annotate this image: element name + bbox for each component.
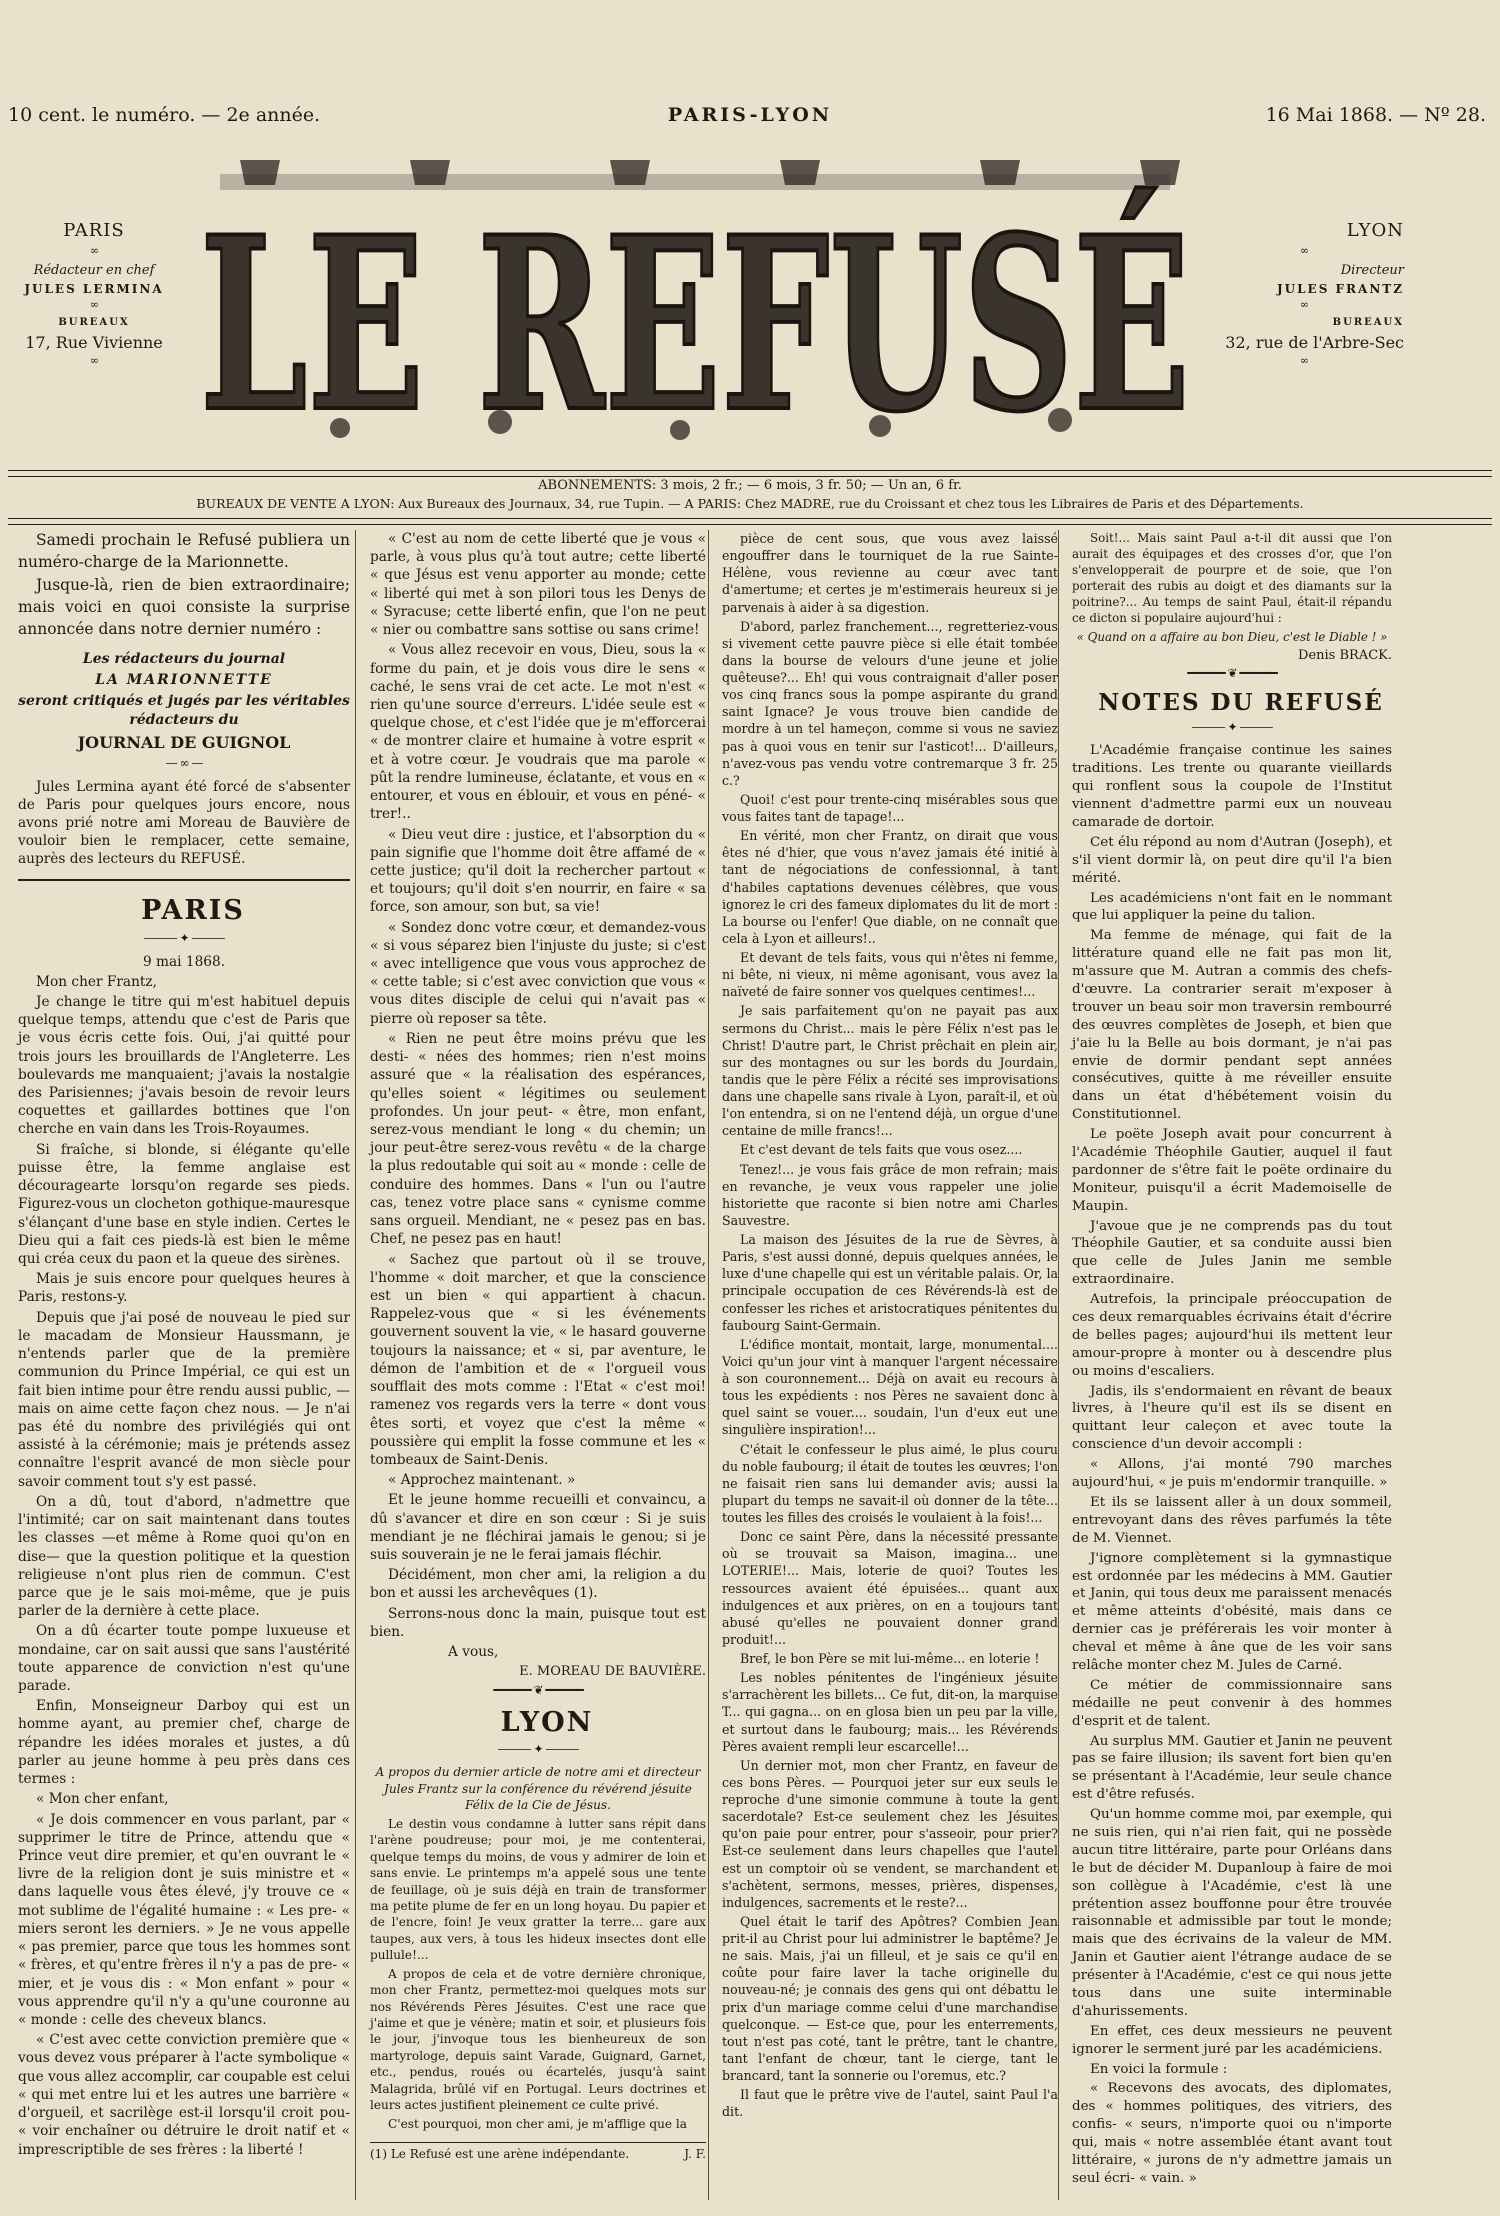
ornament: ∞ [89,244,99,258]
paragraph: Bref, le bon Père se mit lui-même... en loterie ! [740,1651,1040,1666]
ornament: ∞ [1299,244,1309,258]
paragraph: « Je dois commencer en vous parlant, par « supprimer le titre de Prince, attendu que « Prince veut dire premier, et qu'en ouvrant le « livre de la religion dont je suis ministre et « dans laquelle vous êtes élevé, j'y trouve ce « mot sublime de l'égalité humaine : « Les pre- « miers seront les derniers. » Je ne vous appelle « pas premier, parce que tous les hommes sont « frères, et qu'entre frères il n'y a pas de pre- « mier, et je vous dis : « Mon enfant » pour « vous apprendre qu'il n'y a qu'une couronne au « monde : celle des cheveux blancs. [18,1811,350,2028]
paragraph: Un dernier mot, mon cher Frantz, en faveur de ces bons Pères. — Pourquoi jeter sur eux seuls le reproche d'une simonie commune à toute la gent sacerdotale? Est-ce seulement chez les Jésuites qu'on paie pour entrer, pour s'asseoir, pour prier? Est-ce seulement dans leurs chapelles que l'autel est un comptoir où se vendent, se marchandent et s'achètent, sermons, messes, prières, dispenses, indulgences, sacrements et le reste?... [722,1757,1058,1910]
paragraph: Et ils se laissent aller à un doux sommeil, entrevoyant dans des rêves parfumés la tête de M. Viennet. [1072,1494,1392,1546]
signature: Denis BRACK. [1298,647,1392,663]
paragraph: Autrefois, la principale préoccupation de ces deux remarquables écrivains était d'écrire de belles pages; aujourd'hui ils mettent leur amour-propre à monter ou à descendre plus ou moins d'escaliers. [1072,1292,1392,1379]
masthead-logo [180,150,1210,470]
paragraph: Quel était le tarif des Apôtres? Combien Jean prit-il au Christ pour lui administrer le baptême? Je ne sais. Mais, j'ai un filleul, et je sais ce qu'il en coûte pour faire laver la tache originelle du nouveau-né; je connais des gens qui ont débattu le prix d'un mariage comme celui d'une marchandise quelconque. — Est-ce que, pour les enterrements, tout n'est pas coté, tant le prêtre, tant le chantre, tant l'enfant de chœur, tant le cierge, tant le brancard, tant la sonnerie ou l'oremus, etc.? [722,1913,1058,2083]
paragraph: La maison des Jésuites de la rue de Sèvres, à Paris, s'est aussi donné, depuis quelques années, le luxe d'une chapelle qui est un véritable palais. Or, la principale occupation de ces Révérends-là est de confesser les riches et aristocratiques pénitentes du faubourg Saint-Germain. [722,1232,1058,1333]
left-address: 17, Rue Vivienne [25,332,163,352]
paragraph: En voici la formule : [1090,2061,1228,2077]
gothic-line: LA MARIONNETTE [95,672,273,689]
paragraph: « Dieu veut dire : justice, et l'absorption du « pain signifie que l'homme doit être affamé de « cette justice; qu'il doit la rechercher partout « et toujours; qu'il doit s'en nourrir, en faire « sa force, son amour, son but, sa vie! [370,826,706,916]
edition-title: PARIS-LYON [667,104,833,126]
sales-offices-line: BUREAUX DE VENTE A LYON: Aux Bureaux des Journaux, 34, rue Tupin. — A PARIS: Chez MADRE, rue du Croissant et chez tous les Libraires de Paris et des Départements. [196,496,1304,511]
column-1 [18,530,350,2161]
gothic-line: Les rédacteurs du journal [82,651,286,668]
paragraph: D'abord, parlez franchement..., regretteriez-vous si vivement cette pauvre pièce si elle était tombée dans la bourse de velours d'une jeune et jolie quêteuse?... Eh! qui vous contraignait d'aller poser vos cinq francs sous la pompe aspirante du grand saint Ignace? Je vous trouve bien candide de mordre à un tel hameçon, comme si vous ne saviez pas à quoi vous en tenir sur l'asticot!... D'ailleurs, n'avez-vous pas vendu votre contremarque 3 fr. 25 c.? [722,618,1058,788]
paragraph: Et c'est devant de tels faits que vous osez.... [740,1142,1023,1158]
paragraph: « C'est avec cette conviction première que « vous devez vous préparer à l'acte symbolique « que vous allez accomplir, car coupable est celui « qui met entre lui et les autres une barrière « d'orgueil, et sacrilège est-il lorsqu'il croit pou- « voir enchaîner ou détruire le droit natif et « imprescriptible de ses frères : la liberté ! [18,2032,350,2158]
paragraph: Tenez!... je vous fais grâce de mon refrain; mais en revanche, je veux vous rappeler une jolie historiette que raconte si bien notre ami Charles Sauvestre. [722,1161,1058,1228]
paragraph: Si fraîche, si blonde, si élégante qu'elle puisse être, la femme anglaise est découragearte lorsqu'on regarde ses pieds. Figurez-vous un clocheton gothique-mauresque s'élançant d'une base en style indien. Certes le Dieu qui a fait ces pieds-là est bien le même qui créa ceux du paon et la queue des sirènes. [18,1141,350,1267]
footnote-text: (1) Le Refusé est une arène indépendante. [370,2147,630,2162]
ornament: — ∞ — [165,755,203,770]
paragraph: C'était le confesseur le plus aimé, le plus couru du noble faubourg; il était de toutes les œuvres; l'on ne faisait rien sans lui demander avis; aussi la plupart du temps ne savait-il où donner de la tête... toutes les filles des croisés le voulaient à la fois!... [722,1441,1058,1525]
rule-bottom [8,518,1492,525]
paragraph: Qu'un homme comme moi, par exemple, qui ne suis rien, qui n'ai rien fait, qui ne possède aucun titre littéraire, parte pour Orléans dans le but de décider M. Dupanloup à faire de moi son collègue à l'Académie, c'est là une prétention assez bouffonne pour être trouvée raisonnable et admissible par tout le monde; mais que des écrivains de la valeur de MM. Janin et Gautier aient l'étrange audace de se présenter à l'Académie, c'est ce qui nous jette tous dans une suite interminable d'ahurissements. [1072,1807,1392,2019]
quote: « Quand on a affaire au bon Dieu, c'est le Diable ! » [1076,629,1388,644]
ornament: ∞ [89,298,99,312]
ornament: ━━━━━━ ❦ ━━━━━━ [493,1682,583,1697]
paragraph: Quoi! c'est pour trente-cinq misérables sous que vous faites tant de tapage!... [722,791,1058,824]
paragraph: « Vous allez recevoir en vous, Dieu, sous la « forme du pain, et je dois vous dire le sens « caché, le sens vrai de cet acte. Le mot n'est « rien qu'une source d'erreurs. L'idée seule est « quelque chose, et c'est l'idée que je m'efforcerai « de montrer claire et humaine à votre esprit « et à votre cœur. Je voudrais que ma parole « pût la rendre lumineuse, éclatante, et vous en « entourer, et vous en éblouir, et vous en péné- « trer!.. [370,642,706,823]
issue-date: 16 Mai 1868. — Nº 28. [1265,104,1486,126]
article-columns [8,530,1393,2210]
paragraph: Et devant de tels faits, vous qui n'êtes ni femme, ni bête, ni vieux, ni même agonisant, vous avez la naïveté de faire sonner vos quelques centimes!... [722,950,1058,1000]
column-4 [1072,530,1392,2190]
paragraph: Le destin vous condamne à lutter sans répit dans l'arène poudreuse; pour moi, je me contenterai, quelque temps du moins, de vous y admirer de loin et sans envie. Le printemps m'a appelé sous une tente de feuillage, où je suis déjà en train de transformer ma petite plume de fer en un long hoyau. Du papier et de l'encre, foin! Je veux gratter la terre... gare aux taupes, aux vers, à tous les hideux insectes dont elle pullule!... [370,1816,706,1963]
column-2 [370,530,706,2163]
footnote [370,2142,706,2163]
column-3 [722,530,1058,2122]
paragraph: C'est pourquoi, mon cher ami, je m'afflige que la [388,2116,688,2131]
paragraph: Décidément, mon cher ami, la religion a du bon et aussi les archevêques (1). [370,1567,706,1602]
paragraph: Ce métier de commissionnaire sans médaille ne peut convenir à des hommes d'esprit et de talent. [1072,1677,1392,1729]
section-title-paris: PARIS [141,894,245,926]
signature: E. MOREAU DE BAUVIÈRE. [519,1664,706,1680]
notice-paragraph: Jules Lermina ayant été forcé de s'absenter de Paris pour quelques jours encore, nous avons prié notre ami Moreau de Bauvière de vouloir bien le remplacer, cette semaine, auprès des lecteurs du REFUSÉ. [18,778,350,868]
paragraph: « Recevons des avocats, des diplomates, des « hommes politiques, des vitriers, des confis- « seurs, n'importe quoi ou n'importe qui, mais « notre assemblée étant avant tout littéraire, « jurons de n'y admettre jamais un seul écri- « vain. » [1072,2081,1392,2186]
paragraph: En effet, ces deux messieurs ne peuvent ignorer le serment juré par les académiciens. [1072,2023,1392,2057]
price-issue: 10 cent. le numéro. — 2e année. [8,104,321,126]
ornament: ∞ [1299,298,1309,312]
ornament: ━━━━━━ ❦ ━━━━━━ [1187,665,1277,680]
paragraph: Le poëte Joseph avait pour concurrent à l'Académie Théophile Gautier, auquel il faut pardonner de s'être fait le poëte ordinaire du Moniteur, puisqu'il a écrit Mademoiselle de Maupin. [1072,1127,1392,1214]
section-rule [18,879,350,881]
header-line [8,104,1492,128]
right-address: 32, rue de l'Arbre-Sec [1225,332,1404,352]
paragraph: Donc ce saint Père, dans la nécessité pressante où se trouvait sa Maison, imagina... une LOTERIE!... Mais, loterie de quoi? Toutes les ressources avaient été épuisées... quant aux indulgences et aux prières, on en a toujours tant abusé qu'elles ne pouvaient donner grand produit!... [722,1529,1058,1647]
ornament: ——— ✦ ——— [497,1742,579,1757]
paragraph: Jadis, ils s'endormaient en rêvant de beaux livres, à l'heure qu'il est ils se disent en quittant leur caleçon et avec toute la conscience d'un devoir accompli : [1072,1383,1392,1453]
masthead-left-info [14,218,174,372]
paragraph: « Approchez maintenant. » [388,1472,576,1489]
paragraph: L'Académie française continue les saines traditions. Les trente ou quarante vieillards qui ronflent sous la coupole de l'Institut viennent d'admettre parmi eux un nouveau camarade de dortoir. [1072,743,1392,830]
paragraph: « Sachez que partout où il se trouve, l'homme « doit marcher, et que la conscience est un bien « qui appartient à chacun. Rappelez-vous que « si les événements gouvernent souvent la vie, « le hasard gouverne toujours la naissance; et « si, par aventure, le démon de l'ambition et de « l'orgueil vous soufflait des mots comme : l'Etat « c'est moi! ramenez vos regards vers la terre « dont vous êtes sorti, et voyez que c'est la même « poussière qui emplit la fosse commune et les « tombeaux de Saint-Denis. [370,1251,706,1468]
paragraph: pièce de cent sous, que vous avez laissé engouffrer dans le tourniquet de la rue Sainte-Hélène, vous revienne au cœur avec tant d'amertume; et certes je m'estimerais heureux si je parvenais à aider à sa digestion. [722,531,1058,615]
footnote-signature: J. F. [684,2147,706,2162]
article-intro: A propos du dernier article de notre ami et directeur Jules Frantz sur la conférence du révérend jésuite Félix de la Cie de Jésus. [375,1765,701,1813]
closing: A vous, [448,1644,499,1661]
paragraph: L'édifice montait, montait, large, monumental.... Voici qu'un jour vint à manquer l'argent nécessaire à son couronnement... Déjà on avait eu recours à tous les expédients : nos Pères ne savaient donc à quel saint se vouer.... soudain, l'un d'eux eut une singulière inspiration!... [722,1336,1058,1438]
paragraph: Au surplus MM. Gautier et Janin ne peuvent pas se faire illusion; ils savent fort bien qu'en se présentant à l'Académie, leur seule chance est d'être refusés. [1072,1733,1392,1803]
paragraph: « Sondez donc votre cœur, et demandez-vous « si vous séparez bien l'injuste du juste; si c'est « avec intelligence que vous vous approchez de « cette table; si c'est avec conviction que vous « vous dites disciple de celui qui n'avait pas « pierre où reposer sa tête. [370,919,706,1027]
ornament: ——— ✦ ——— [143,930,225,945]
ornament: ∞ [89,353,99,367]
dateline: 9 mai 1868. [142,953,226,970]
paragraph: « Allons, j'ai monté 790 marches aujourd'hui, « je puis m'endormir tranquille. » [1072,1457,1392,1491]
masthead-title-art [180,150,1210,470]
paragraph: A propos de cela et de votre dernière chronique, mon cher Frantz, permettez-moi quelques mots sur nos Révérends Pères Jésuites. C'est une race que j'aime et que je vénère; matin et soir, et plusieurs fois le jour, j'invoque tous les bienheureux de son martyrologe, depuis saint Varade, Guignard, Garnet, etc., pendus, roués ou écartelés, jusqu'à saint Malagrida, brûlé vif en Portugal. Leurs doctrines et leurs actes justifient pleinement ce culte privé. [370,1966,706,2113]
left-bureaux-label: BUREAUX [58,317,130,329]
paragraph: Ma femme de ménage, qui fait de la littérature quand elle ne fait pas mon lit, m'assure que M. Autran a commis des chefs-d'œuvre. La contrarier serait m'exposer à trouver un beau soir mon traversin rembourré des œuvres complètes de Joseph, et bien que j'aie lu la Belle au bois dormant, je n'ai pas envie de dormir pendant sept années consécutives, quitte à me réveiller ensuite dans un état d'hébétement voisin du Constitutionnel. [1072,928,1392,1123]
rule-top [8,470,1492,477]
paragraph: Serrons-nous donc la main, puisque tout est bien. [370,1605,706,1640]
paragraph: En vérité, mon cher Frantz, on dirait que vous êtes né d'hier, que vous n'avez jamais été initié à tant de négociations de confessionnal, à tant d'habiles captations devenues célèbres, que vous ignorez le cri des fameux diplomates du lit de mort : La bourse ou l'enfer! Que diable, on ne connaît que cela à Lyon et ailleurs!.. [722,828,1058,946]
paragraph: Depuis que j'ai posé de nouveau le pied sur le macadam de Monsieur Haussmann, je n'entends parler que de la première communion du Prince Impérial, ce qui est un fait bien intime pour être rendu aussi public, — mais on aime cette façon chez nous. — Je n'ai pas été du nombre des privilégiés qui ont assisté à la cérémonie; mais je prétends assez connaître l'esprit avancé de mon siècle pour savoir comment tout s'y est passé. [18,1309,350,1490]
left-role: Rédacteur en chef [33,262,155,278]
masthead-title: LE REFUSÉ [200,186,1190,465]
paragraph: « Rien ne peut être moins prévu que les desti- « nées des hommes; rien n'est moins assuré que « la réalisation des espérances, qu'elles soient « légitimes ou seulement profondes. Un jour peut- « être, mon enfant, serez-vous mendiant le long « du chemin; un jour peut-être serez-vous revêtu « de la charge la plus redoutable qui soit au « monde : celle de conduire des hommes. Dans « l'un ou l'autre cas, tenez votre place sans « cynisme comme sans orgueil. Mendiant, ne « pesez pas en bas. Chef, ne pesez pas en haut! [370,1030,706,1248]
paragraph: Les académiciens n'ont fait en le nommant que lui appliquer la peine du talion. [1072,890,1392,924]
paragraph: « Mon cher enfant, [36,1791,169,1808]
paragraph: Il faut que le prêtre vive de l'autel, saint Paul l'a dit. [722,2087,1058,2120]
gothic-line: JOURNAL DE GUIGNOL [77,733,291,752]
paragraph: Mais je suis encore pour quelques heures à Paris, restons-y. [18,1271,350,1306]
announcement-2: Jusque-là, rien de bien extraordinaire; mais voici en quoi consiste la surprise annoncée dans notre dernier numéro : [18,576,350,638]
ornament: ∞ [1299,353,1309,367]
salutation: Mon cher Frantz, [36,973,157,990]
paragraph: J'avoue que je ne comprends pas du tout Théophile Gautier, et sa conduite aussi bien que celle de Jules Janin me semble extraordinaire. [1072,1218,1392,1288]
paragraph: Et le jeune homme recueilli et convaincu, a dû s'avancer et dire en son cœur : Si je suis mendiant je ne fléchirai jamais le genou; si je suis souverain je ne le ferai jamais fléchir. [370,1492,706,1564]
right-bureaux-label: BUREAUX [1332,317,1404,329]
left-city: PARIS [63,220,125,241]
paragraph: J'ignore complètement si la gymnastique est ordonnée par les médecins à MM. Gautier et Janin, qui tous deux me paraissent menacés et même atteints d'obésité, mais dans ce dernier cas je préférerais les voir monter à cheval et même à âne que de les voir sans relâche monter chez M. Jules de Carné. [1072,1550,1392,1673]
paragraph: Je sais parfaitement qu'on ne payait pas aux sermons du Christ... mais le père Félix n'est pas le Christ! D'autre part, le Christ prêchait en plein air, sur des montagnes ou sur les bords du Jourdain, tandis que le père Félix a récité ses improvisations dans une chapelle sans rivale à Lyon, paraît-il, et où l'on entendra, si on ne l'entend déjà, un orgue d'une centaine de mille francs!... [722,1003,1058,1139]
paragraph: On a dû écarter toute pompe luxueuse et mondaine, car on sait aussi que sans l'austérité toute apparence de conviction n'est qu'une parade. [18,1623,350,1695]
section-title-lyon: LYON [500,1706,594,1738]
paragraph: Cet élu répond au nom d'Autran (Joseph), et s'il vient dormir là, on peut dire qu'il l'a bien mérité. [1072,834,1392,886]
paragraph: On a dû, tout d'abord, n'admettre que l'intimité; car on sait maintenant dans toutes les classes —et même à Rome quoi qu'on en dise— que la question politique et la question religieuse n'ont plus rien de commun. C'est parce que je le sais moi-même, que je puis parler de la dernière à cette place. [18,1493,350,1620]
paragraph: Je change le titre qui m'est habituel depuis quelque temps, attendu que c'est de Paris que je vous écris cette fois. Oui, j'ai quitté pour trois jours les brouillards de l'Angleterre. Les boulevards me manquaient; j'avais la nostalgie des Parisiennes; j'avais besoin de revoir leurs coquettes et gaillardes bottines que l'on cherche en vain dans les Trois-Royaumes. [18,993,350,1138]
left-editor-name: JULES LERMINA [24,281,164,296]
paragraph: « C'est au nom de cette liberté que je vous « parle, à vous plus qu'à tout autre; cette liberté « que Jésus est venu apporter au monde; cette « liberté qui met à son pilori tous les Denys de « Syracuse; cette liberté enfin, que l'on ne peut « nier ou combattre sans sottise ou sans crime! [370,531,706,639]
ornament: ——— ✦ ——— [1191,720,1273,735]
paragraph: Les nobles pénitentes de l'ingénieux jésuite s'arrachèrent les billets... Ce fut, dit-on, la marquise T... qui gagna... on en glosa bien un peu par la ville, et surtout dans le faubourg; mais... les Révérends Pères avaient rempli leur escarcelle!... [722,1670,1058,1754]
paragraph: Enfin, Monseigneur Darboy qui est un homme ayant, au premier chef, charge de répandre les idées morales et justes, a dû parler au jeune homme à peu près dans ces termes : [18,1698,350,1788]
right-role: Directeur [1340,262,1404,278]
subscription-line: ABONNEMENTS: 3 mois, 2 fr.; — 6 mois, 3 fr. 50; — Un an, 6 fr. [538,478,962,493]
announcement: Samedi prochain le Refusé publiera un numéro-charge de la Marionnette. [18,531,350,571]
gothic-line: seront critiqués et jugés par les véritables rédacteurs du [18,693,350,729]
paragraph: Soit!... Mais saint Paul a-t-il dit aussi que l'on aurait des équipages et des crosses d'or, que l'on s'envelopperait de pourpre et de soie, que l'on porterait des rubis au doigt et des diamants sur la poitrine?... Au temps de saint Paul, était-il répandu ce dicton si populaire aujourd'hui : [1072,531,1392,626]
right-director-name: JULES FRANTZ [1276,281,1404,296]
right-city: LYON [1346,220,1404,241]
section-title-notes: NOTES DU REFUSÉ [1098,688,1384,716]
masthead-right-info [1204,218,1404,372]
